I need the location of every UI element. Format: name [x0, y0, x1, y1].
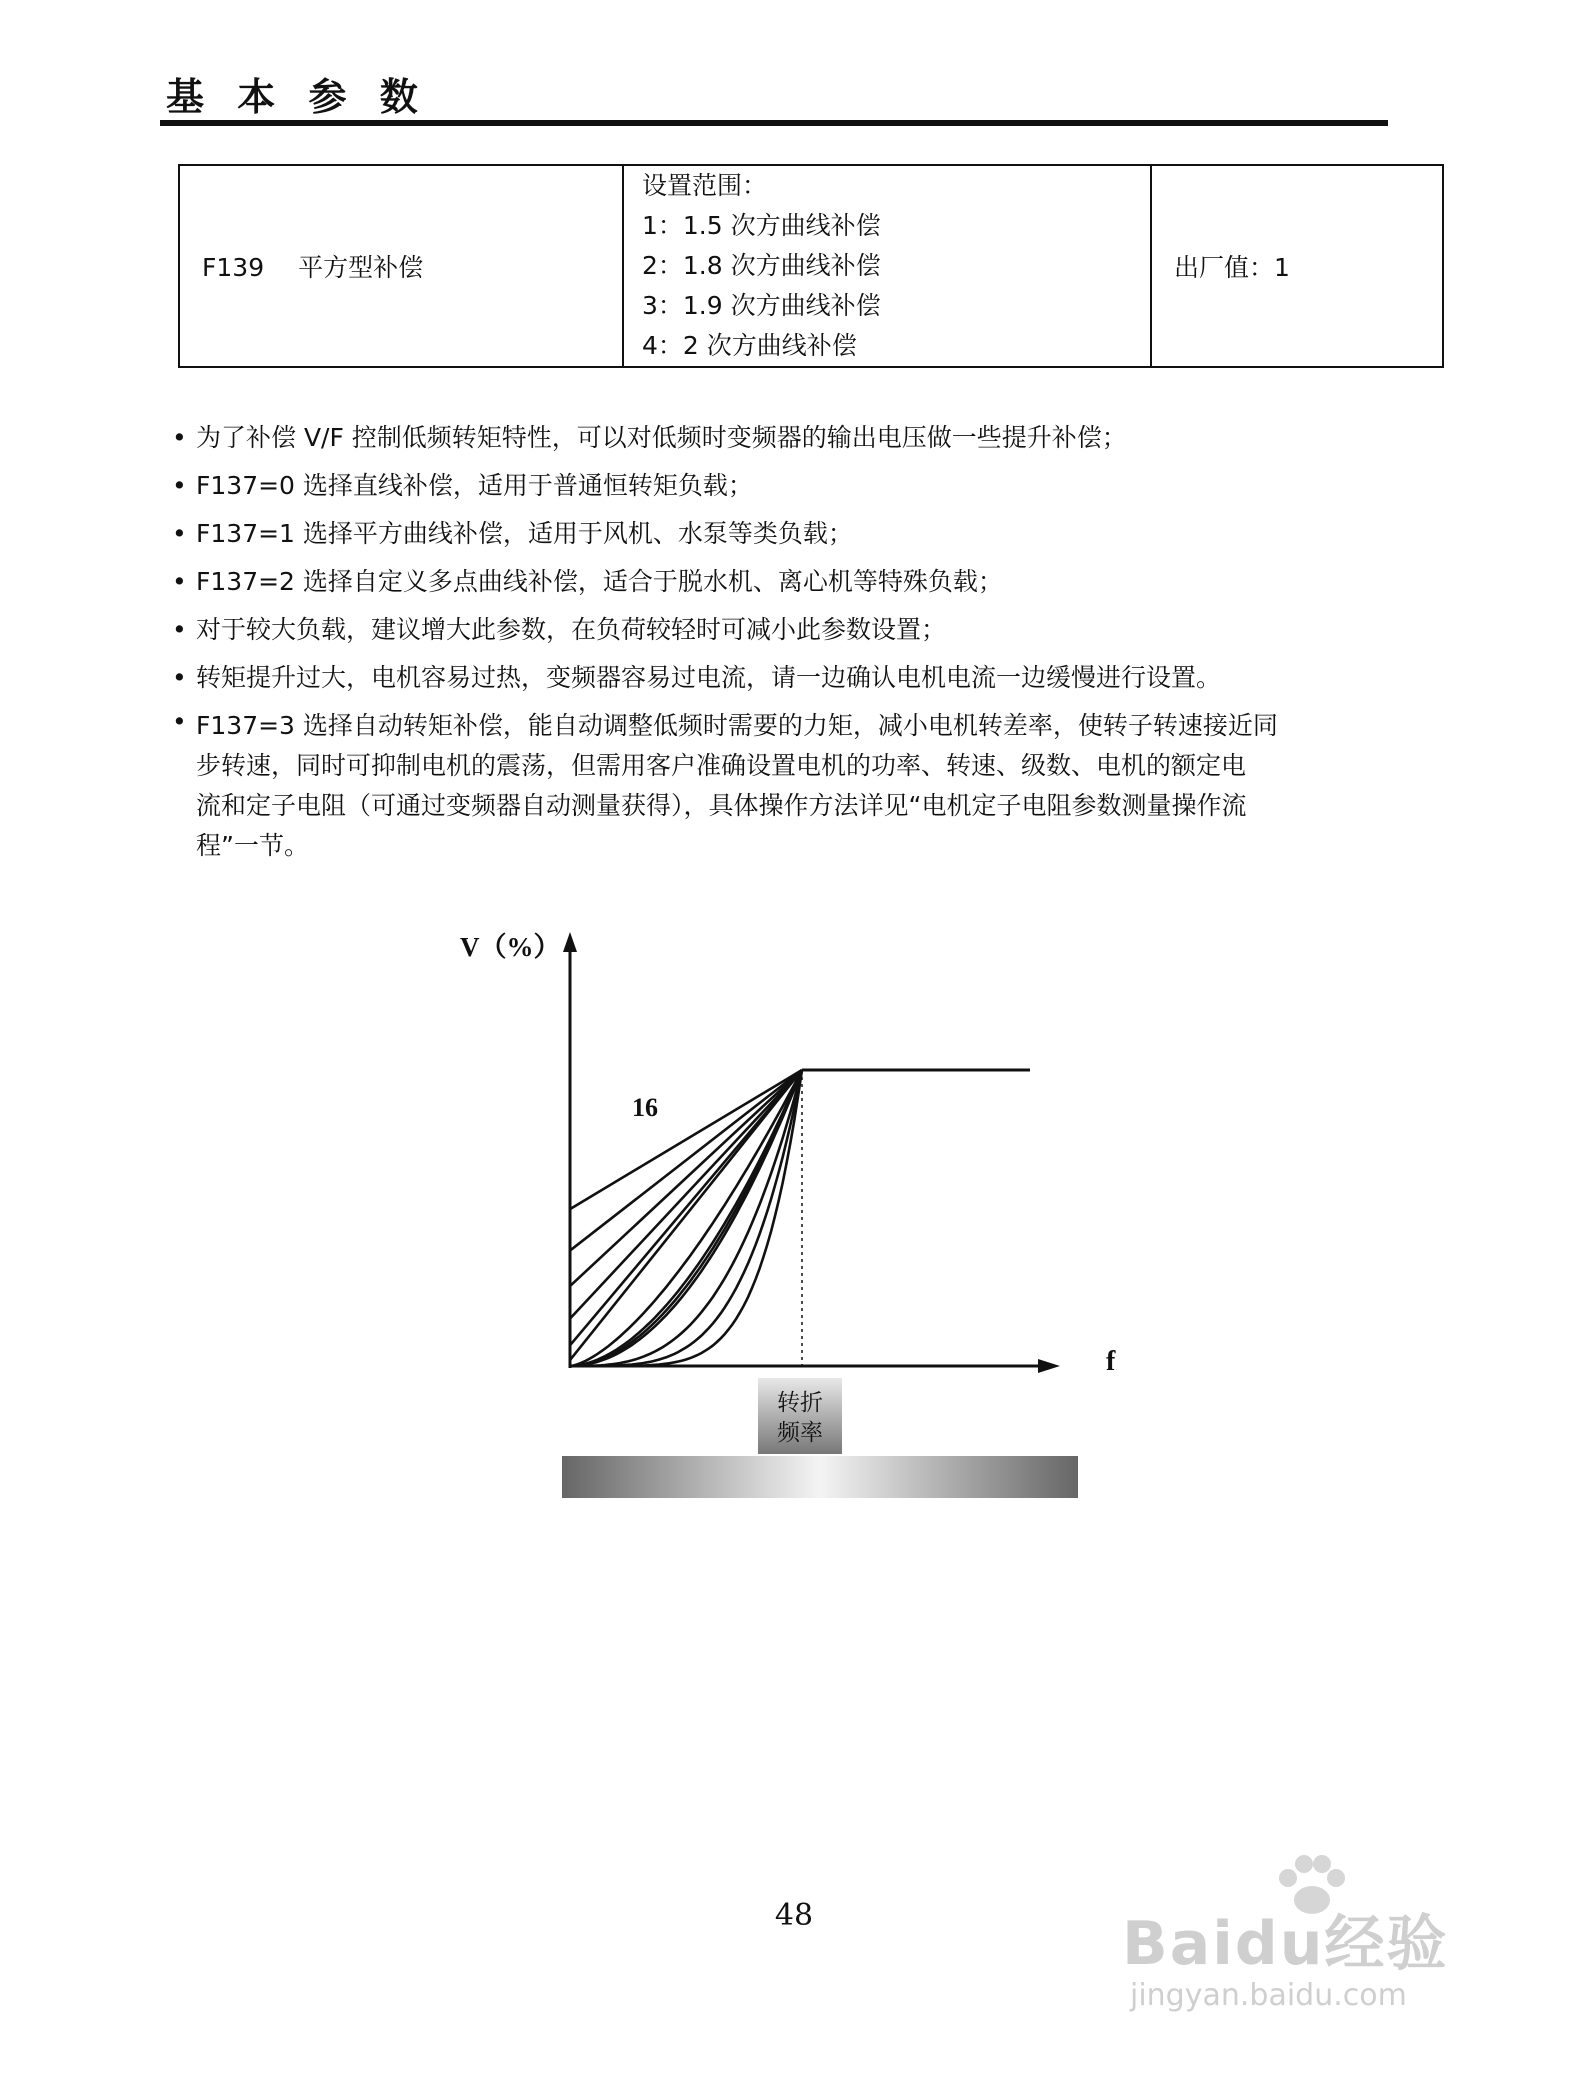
bullet-line: 程”一节。 [196, 831, 309, 860]
bullet-item: • F137=0 选择直线补偿，适用于普通恒转矩负载； [172, 462, 1462, 510]
x-axis-arrow [1038, 1359, 1060, 1373]
parameter-table [178, 164, 1444, 368]
param-code: F139 [202, 253, 265, 282]
page-number: 48 [774, 1898, 814, 1933]
watermark-logo: Baidu经验 [1122, 1909, 1449, 1979]
bullet-line: 步转速，同时可抑制电机的震荡，但需用客户准确设置电机的功率、转速、级数、电机的额定电 [196, 751, 1247, 780]
watermark [1100, 1850, 1500, 2020]
param-range-cell [623, 165, 1151, 367]
watermark-url: jingyan.baidu.com [1130, 1978, 1407, 2013]
default-value: 出厂值：1 [1174, 253, 1290, 282]
y-axis-label: V（%） [460, 932, 561, 962]
bullet-item: • 对于较大负载，建议增大此参数，在负荷较轻时可减小此参数设置； [172, 606, 1462, 654]
range-option-4: 4：2 次方曲线补偿 [642, 331, 857, 360]
y-axis-arrow [563, 932, 577, 952]
header-rule [160, 120, 1388, 126]
param-name: 平方型补偿 [298, 253, 424, 282]
boost-line-boost-2 [570, 1070, 802, 1251]
range-option-1: 1：1.5 次方曲线补偿 [642, 211, 881, 240]
boost-line-boost-3 [570, 1070, 802, 1286]
decorative-bar [562, 1456, 1078, 1498]
bullet-item: • F137=2 选择自定义多点曲线补偿，适合于脱水机、离心机等特殊负载； [172, 558, 1462, 606]
break-frequency-label-line2: 频率 [777, 1420, 823, 1446]
curve-count-label: 16 [632, 1093, 658, 1122]
param-id-cell [179, 165, 623, 367]
page-header-title: 基 本 参 数 [166, 75, 428, 119]
boost-line-boost-1 [570, 1070, 802, 1209]
range-option-3: 3：1.9 次方曲线补偿 [642, 291, 881, 320]
bullet-line: • F137=3 选择自动转矩补偿，能自动调整低频时需要的力矩，减小电机转差率，使转子转速接近同 [196, 711, 1278, 740]
bullet-item: • 转矩提升过大，电机容易过热，变频器容易过电流，请一边确认电机电流一边缓慢进行设置。 [172, 654, 1462, 702]
x-axis-label: f [1106, 1346, 1116, 1377]
bullet-item: • F137=1 选择平方曲线补偿，适用于风机、水泵等类负载； [172, 510, 1462, 558]
curve-group [570, 1070, 802, 1366]
bullet-line: 流和定子电阻（可通过变频器自动测量获得），具体操作方法详见“电机定子电阻参数测量操作流 [196, 791, 1247, 820]
range-title: 设置范围： [642, 171, 768, 200]
break-frequency-label-line1: 转折 [777, 1390, 823, 1416]
vf-curve-chart [440, 910, 1140, 1510]
param-default-cell [1151, 165, 1443, 367]
bullet-item: • 为了补偿 V/F 控制低频转矩特性，可以对低频时变频器的输出电压做一些提升补偿； [172, 414, 1462, 462]
bullet-item-long [172, 702, 1462, 866]
description-list [172, 414, 1462, 866]
parameter-row [179, 165, 1443, 367]
range-option-2: 2：1.8 次方曲线补偿 [642, 251, 881, 280]
